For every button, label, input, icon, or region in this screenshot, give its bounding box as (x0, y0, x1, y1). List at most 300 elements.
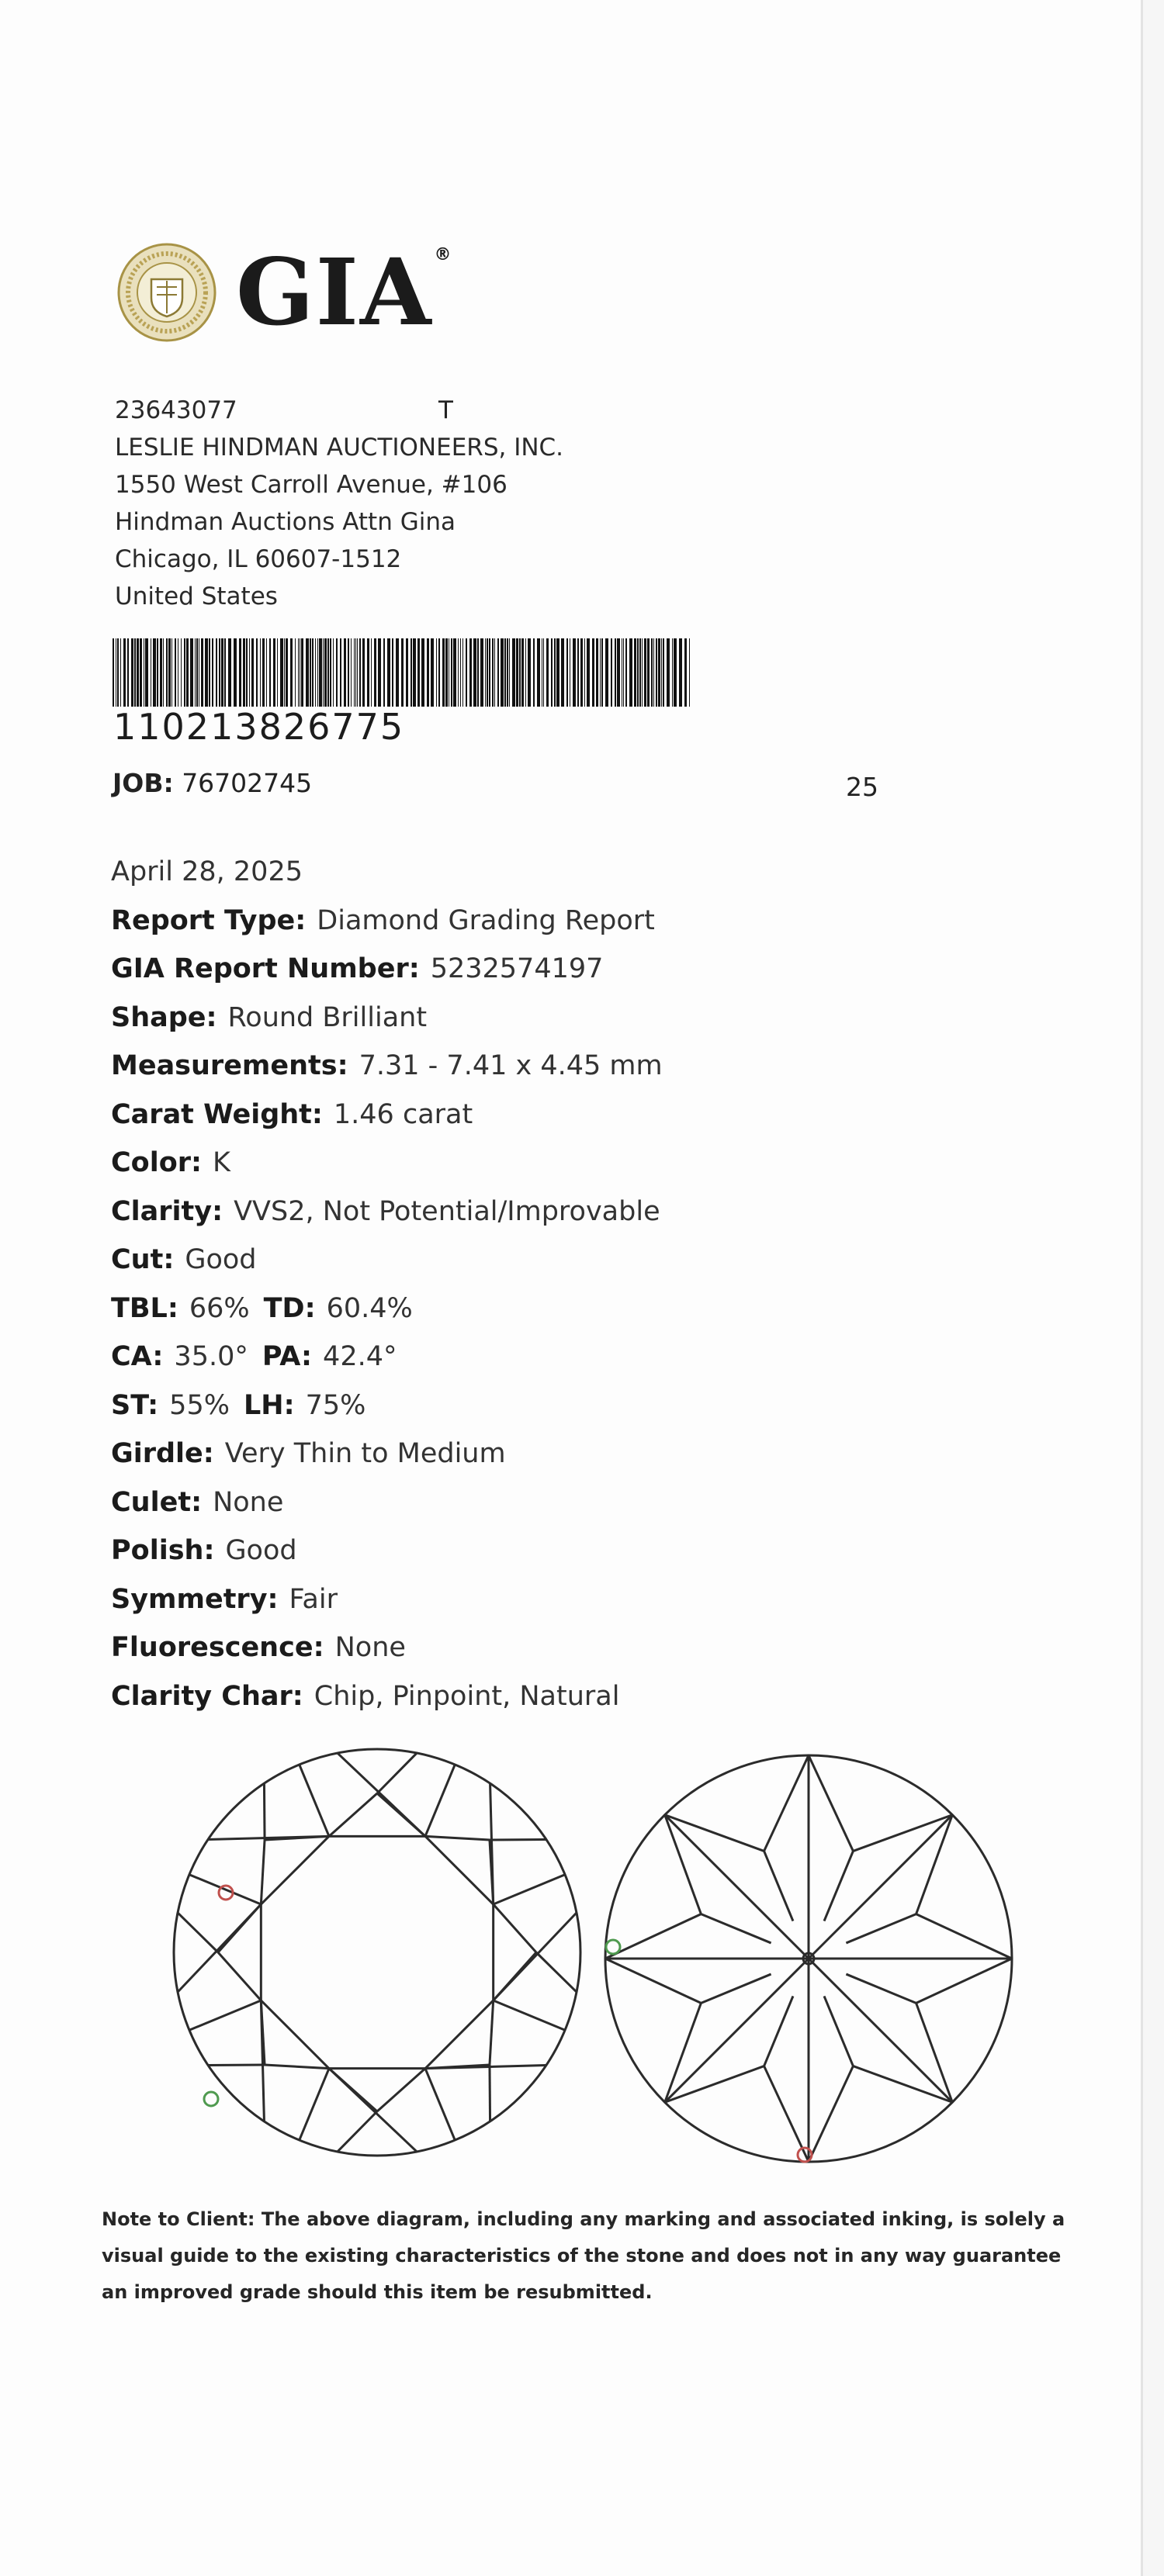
barcode-bar (507, 638, 508, 707)
address-line: United States (115, 583, 278, 610)
field-label: GIA Report Number: (111, 953, 420, 985)
barcode-bar (330, 638, 331, 707)
report-details (111, 848, 663, 1720)
barcode-bar (573, 638, 576, 707)
upper-girdle-facet (490, 1839, 546, 1840)
pinpoint-mark (219, 1886, 233, 1900)
barcode-bar (551, 638, 553, 707)
barcode-bar (190, 638, 193, 707)
field-clarity (111, 1188, 663, 1236)
lower-girdle-facet (846, 1914, 916, 1943)
field-value: 42.4° (323, 1341, 397, 1373)
upper-girdle-facet (338, 1753, 425, 1836)
field-measurements (111, 1042, 663, 1091)
barcode-bar (667, 638, 670, 707)
star-facet (261, 1840, 265, 1904)
barcode-bar (163, 638, 164, 707)
gia-logo (116, 238, 453, 346)
barcode-bar (679, 638, 682, 707)
barcode-bar (123, 638, 126, 707)
lower-girdle-facet (916, 1815, 953, 1914)
barcode-bar (239, 638, 241, 707)
field-value: None (213, 1486, 284, 1518)
field-clarity-characteristics (111, 1672, 663, 1721)
bezel-facet (300, 2069, 329, 2140)
barcode-bar (175, 638, 176, 707)
field-value: Round Brilliant (227, 1001, 428, 1033)
lower-girdle-facet (605, 1959, 701, 2003)
lower-girdle-facet (916, 1959, 1012, 2003)
field-value: K (213, 1147, 230, 1179)
table-edge (425, 2000, 494, 2069)
barcode-bar (611, 638, 612, 707)
barcode-bar (184, 638, 185, 707)
field-value: 7.31 - 7.41 x 4.45 mm (359, 1050, 663, 1082)
star-facet (425, 2065, 490, 2069)
barcode-bar (625, 638, 627, 707)
barcode-bar (310, 638, 311, 707)
lower-girdle-facet (824, 1996, 853, 2066)
culet-mark (803, 1953, 814, 1964)
star-facet (377, 2069, 425, 2111)
barcode-bar (140, 638, 142, 707)
barcode-bar (406, 638, 408, 707)
barcode-bar (171, 638, 172, 707)
field-value: VVS2, Not Potential/Improvable (234, 1195, 660, 1227)
account-flag: T (438, 396, 453, 424)
table-edge (425, 1836, 494, 1904)
upper-girdle-facet (494, 1913, 577, 2000)
barcode-bar (246, 638, 248, 707)
barcode-bar (319, 638, 322, 707)
field-value: Chip, Pinpoint, Natural (314, 1680, 620, 1712)
crown-view-diagram (174, 1749, 580, 2156)
upper-girdle-facet (261, 2000, 264, 2121)
pavilion-view-diagram (605, 1755, 1012, 2162)
barcode-bar (417, 638, 420, 707)
barcode-bar (431, 638, 434, 707)
barcode-bar (473, 638, 476, 707)
field-value: Good (185, 1244, 257, 1276)
girdle-outline (605, 1755, 1012, 2162)
field-label: Report Type: (111, 904, 307, 936)
barcode-bar (160, 638, 162, 707)
lower-girdle-facet (665, 1815, 764, 1852)
barcode-bar (584, 638, 585, 707)
barcode-bar (260, 638, 261, 707)
barcode-bar (537, 638, 540, 707)
barcode-bar (458, 638, 459, 707)
field-label: Culet: (111, 1486, 203, 1518)
star-facet (218, 1952, 261, 2000)
barcode-bar (466, 638, 467, 707)
bezel-facet (189, 1875, 261, 1904)
barcode-bar (442, 638, 445, 707)
barcode-bar (647, 638, 650, 707)
field-value: 1.46 carat (333, 1098, 473, 1130)
barcode-bar (651, 638, 653, 707)
barcode-bar (480, 638, 483, 707)
barcode-bar (117, 638, 119, 707)
pavilion-main-facet (665, 1815, 809, 1959)
barcode-bar (533, 638, 535, 707)
barcode-bar (629, 638, 632, 707)
field-label: Color: (111, 1147, 203, 1179)
barcode-bar (269, 638, 271, 707)
barcode-bar (354, 638, 355, 707)
star-facet (329, 2069, 377, 2111)
barcode-bar (315, 638, 316, 707)
barcode-bar (306, 638, 309, 707)
barcode-bar (460, 638, 461, 707)
field-carat-weight (111, 1091, 663, 1139)
lower-girdle-facet (846, 1974, 916, 2003)
barcode-bar (355, 638, 356, 707)
bezel-facet (425, 2069, 455, 2140)
star-facet (494, 1952, 536, 2000)
field-shape (111, 994, 663, 1043)
barcode-bar (492, 638, 494, 707)
barcode-bar (587, 638, 590, 707)
barcode-bar (359, 638, 361, 707)
field-value: None (334, 1632, 406, 1664)
star-facet (218, 1904, 261, 1952)
field-table-depth (111, 1285, 663, 1333)
barcode-bar (286, 638, 288, 707)
lower-girdle-facet (605, 1914, 701, 1959)
pavilion-main-facet (809, 1959, 952, 2102)
barcode-bar (521, 638, 524, 707)
barcode-bar (653, 638, 654, 707)
field-label: Clarity Char: (111, 1680, 303, 1712)
barcode-number: 110213826775 (113, 706, 405, 748)
barcode-bar (497, 638, 499, 707)
barcode-bar (556, 638, 559, 707)
barcode-bar (477, 638, 479, 707)
field-value: Diamond Grading Report (317, 904, 655, 936)
field-value: 60.4% (326, 1292, 413, 1324)
job-number: 76702745 (182, 768, 313, 798)
barcode-bar (249, 638, 250, 707)
pavilion-main-facet (809, 1815, 952, 1959)
barcode-bar (605, 638, 608, 707)
natural-mark (204, 2092, 218, 2106)
barcode-bar (658, 638, 660, 707)
barcode-bar (451, 638, 452, 707)
field-symmetry (111, 1575, 663, 1624)
chip-mark (798, 2148, 812, 2162)
gia-seal-icon (116, 242, 217, 343)
lower-girdle-facet (701, 1914, 771, 1943)
barcode-bar (327, 638, 329, 707)
field-value: 5232574197 (430, 953, 604, 985)
job-code: 25 (846, 772, 878, 802)
barcode-bar (362, 638, 365, 707)
barcode-bar (256, 638, 258, 707)
barcode-bar (485, 638, 486, 707)
barcode-bar (317, 638, 318, 707)
barcode-bar (262, 638, 265, 707)
lower-girdle-facet (809, 2066, 853, 2162)
barcode-bar (525, 638, 526, 707)
upper-girdle-facet (377, 1753, 417, 1793)
field-girdle (111, 1430, 663, 1478)
barcode-bar (661, 638, 662, 707)
barcode-bar (298, 638, 299, 707)
bezel-facet (425, 1765, 455, 1836)
gia-wordmark: GIA® (236, 238, 453, 346)
note-to-client: Note to Client: The above diagram, including any marking and associated inking, is solely a visual guide to the existing characteristics of the stone and does not in any way guarantee an improved grade should this item be resubmitted. (102, 2208, 1065, 2303)
barcode-bar (516, 638, 518, 707)
barcode-bar (453, 638, 456, 707)
barcode-bar (284, 638, 285, 707)
lower-girdle-facet (824, 1851, 853, 1921)
upper-girdle-facet (490, 1783, 494, 1904)
star-facet (490, 2000, 494, 2065)
barcode-bar (357, 638, 358, 707)
star-facet (265, 2065, 329, 2069)
barcode-bar (663, 638, 664, 707)
barcode-bar (421, 638, 424, 707)
barcode-bar (324, 638, 327, 707)
field-culet (111, 1478, 663, 1527)
barcode-bar (672, 638, 673, 707)
lower-girdle-facet (916, 1914, 1012, 1959)
barcode-bar (509, 638, 510, 707)
barcode-bar (642, 638, 643, 707)
lower-girdle-facet (764, 1755, 809, 1851)
field-value: 75% (305, 1389, 366, 1421)
barcode-bar (596, 638, 598, 707)
barcode-bar (504, 638, 506, 707)
star-facet (265, 1836, 329, 1840)
field-label: ST: (111, 1389, 159, 1421)
barcode-bar (489, 638, 490, 707)
barcode-bar (462, 638, 463, 707)
barcode-bar (333, 638, 334, 707)
barcode-bar (528, 638, 531, 707)
barcode-bar (392, 638, 393, 707)
upper-girdle-facet (264, 1783, 265, 1840)
barcode-bar (340, 638, 341, 707)
bezel-facet (189, 2000, 261, 2030)
barcode-bar (131, 638, 133, 707)
barcode-bar (469, 638, 472, 707)
barcode-bar (166, 638, 168, 707)
field-label: CA: (111, 1341, 164, 1373)
star-facet (494, 1904, 536, 1952)
field-label: Shape: (111, 1001, 217, 1033)
lower-girdle-facet (764, 1851, 793, 1921)
barcode-bar (234, 638, 237, 707)
barcode-bar (351, 638, 352, 707)
field-value: 66% (189, 1292, 250, 1324)
field-label: Clarity: (111, 1195, 223, 1227)
barcode-bar (519, 638, 521, 707)
field-color (111, 1139, 663, 1188)
lower-girdle-facet (665, 2066, 764, 2103)
address-line: LESLIE HINDMAN AUCTIONEERS, INC. (115, 434, 564, 462)
star-facet (377, 1793, 425, 1836)
barcode-bar (153, 638, 156, 707)
barcode-bar (367, 638, 369, 707)
barcode-bar (436, 638, 437, 707)
field-label: Cut: (111, 1244, 175, 1276)
barcode-bar (601, 638, 603, 707)
barcode-bar (689, 638, 690, 707)
barcode-bar (383, 638, 385, 707)
star-facet (425, 1836, 490, 1840)
barcode-bar (543, 638, 544, 707)
field-cut (111, 1236, 663, 1285)
lower-girdle-facet (809, 1755, 853, 1851)
barcode-bar (396, 638, 399, 707)
barcode-bar (623, 638, 624, 707)
field-value: Fair (289, 1583, 338, 1615)
barcode-bar (438, 638, 440, 707)
barcode-bar (580, 638, 583, 707)
field-report-number (111, 945, 663, 994)
field-label: Measurements: (111, 1050, 348, 1082)
barcode-bar (209, 638, 210, 707)
barcode-bar (592, 638, 594, 707)
table-edge (261, 1836, 329, 1904)
field-report-type (111, 897, 663, 946)
barcode-bar (617, 638, 620, 707)
lower-girdle-facet (853, 1815, 952, 1852)
lower-girdle-facet (701, 1974, 771, 2003)
barcode-bar (280, 638, 283, 707)
field-label: LH: (243, 1389, 295, 1421)
lower-girdle-facet (916, 2003, 953, 2102)
barcode-bar (228, 638, 231, 707)
barcode-bar (266, 638, 267, 707)
field-label: Symmetry: (111, 1583, 279, 1615)
barcode-bar (644, 638, 646, 707)
barcode-bar (387, 638, 390, 707)
field-value: 35.0° (174, 1341, 248, 1373)
field-fluorescence (111, 1623, 663, 1672)
lower-girdle-facet (665, 2003, 702, 2102)
field-label: PA: (262, 1341, 313, 1373)
barcode-bar (243, 638, 245, 707)
barcode-bar (186, 638, 189, 707)
upper-girdle-facet (425, 2066, 546, 2069)
field-label: Fluorescence: (111, 1632, 324, 1664)
upper-girdle-facet (338, 2111, 377, 2152)
barcode-bar (219, 638, 220, 707)
barcode-bar (205, 638, 208, 707)
upper-girdle-facet (329, 2069, 417, 2152)
barcode-bar (221, 638, 223, 707)
barcode-bar (371, 638, 372, 707)
natural-mark (606, 1940, 620, 1954)
barcode-bar (374, 638, 376, 707)
barcode-bar (137, 638, 139, 707)
barcode-bar (674, 638, 677, 707)
barcode-bar (637, 638, 639, 707)
lower-girdle-facet (764, 1996, 793, 2066)
table-edge (261, 2000, 329, 2069)
pavilion-main-facet (665, 1959, 809, 2102)
barcode-bar (273, 638, 275, 707)
field-label: Carat Weight: (111, 1098, 323, 1130)
barcode-bar (634, 638, 636, 707)
barcode-bar (600, 638, 601, 707)
barcode-bar (157, 638, 158, 707)
barcode-bar (216, 638, 217, 707)
address-line: Chicago, IL 60607-1512 (115, 545, 402, 573)
barcode-bar (290, 638, 293, 707)
barcode-bar (201, 638, 203, 707)
upper-girdle-facet (178, 1904, 261, 1992)
field-label: Polish: (111, 1535, 215, 1567)
barcode-bar (512, 638, 515, 707)
barcode-bar (212, 638, 213, 707)
barcode-bar (127, 638, 129, 707)
upper-girdle-facet (536, 1952, 577, 1992)
barcode-bar (168, 638, 171, 707)
barcode-bar (413, 638, 416, 707)
barcode-bar (134, 638, 136, 707)
address-line: 1550 West Carroll Avenue, #106 (115, 471, 508, 499)
field-polish (111, 1527, 663, 1575)
barcode-bar (501, 638, 504, 707)
report-date (111, 848, 663, 897)
field-label: Girdle: (111, 1438, 214, 1470)
field-value: Very Thin to Medium (224, 1438, 506, 1470)
barcode-bar (577, 638, 579, 707)
bezel-facet (494, 1875, 565, 1904)
report-date-value: April 28, 2025 (111, 856, 303, 888)
account-number: 23643077 (115, 396, 237, 424)
barcode-bar (348, 638, 349, 707)
field-star-lower-half (111, 1381, 663, 1430)
barcode-bar (566, 638, 568, 707)
barcode-bar (295, 638, 296, 707)
barcode-bar (224, 638, 226, 707)
barcode-bar (615, 638, 616, 707)
barcode-bar (401, 638, 404, 707)
barcode-bar (120, 638, 121, 707)
field-value: Good (225, 1535, 297, 1567)
recipient-address (115, 392, 563, 615)
barcode-bar (554, 638, 556, 707)
bezel-facet (300, 1765, 329, 1836)
barcode-bar (323, 638, 324, 707)
lower-girdle-facet (853, 2066, 952, 2103)
barcode-bar (639, 638, 641, 707)
lower-girdle-facet (764, 2066, 809, 2162)
upper-girdle-facet (208, 1836, 329, 1839)
barcode-bar (301, 638, 303, 707)
lower-girdle-facet (665, 1815, 702, 1914)
barcode-bar (181, 638, 182, 707)
address-line: Hindman Auctions Attn Gina (115, 508, 456, 536)
upper-girdle-facet (208, 2065, 265, 2066)
field-label: TD: (263, 1292, 316, 1324)
barcode-bar (277, 638, 278, 707)
barcode-bar (251, 638, 254, 707)
star-facet (329, 1793, 377, 1836)
job-label: JOB: (113, 768, 174, 798)
registered-mark: ® (434, 245, 453, 265)
barcode-bar (336, 638, 338, 707)
barcode-bar (546, 638, 549, 707)
field-value: 55% (169, 1389, 230, 1421)
barcode-bar (487, 638, 488, 707)
barcode-bar (561, 638, 564, 707)
